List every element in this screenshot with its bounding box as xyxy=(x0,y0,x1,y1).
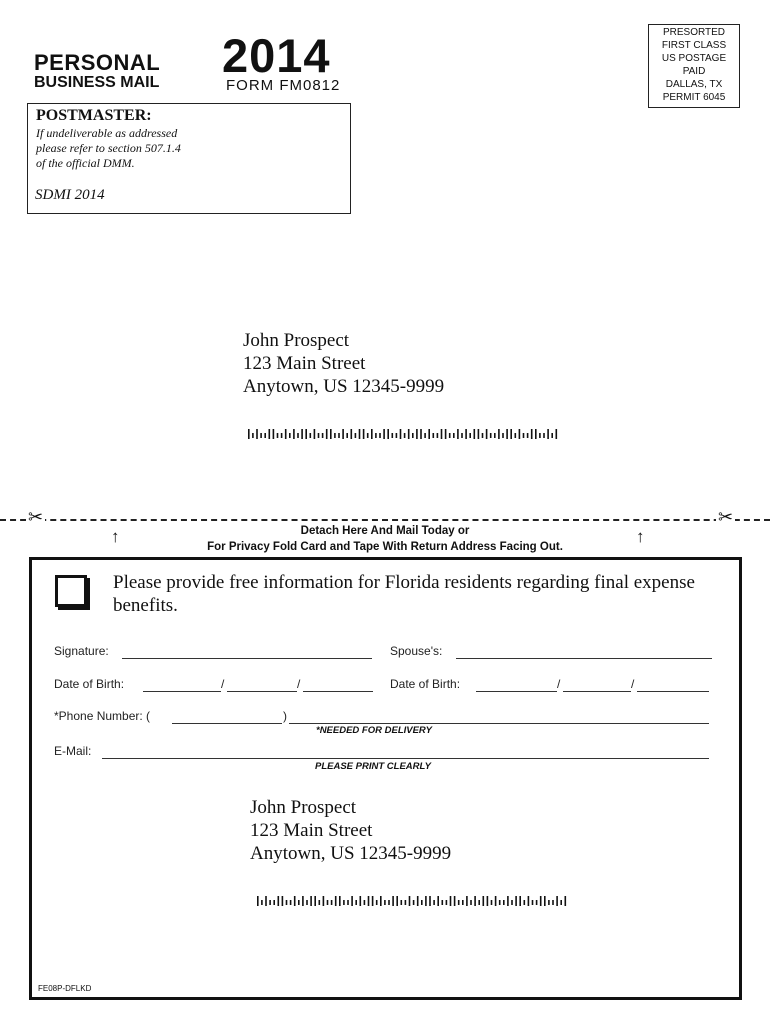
barcode-bar xyxy=(552,900,554,905)
barcode-bar xyxy=(343,900,345,905)
barcode-bar xyxy=(281,433,283,438)
barcode-bar xyxy=(551,433,553,438)
postage-line: FIRST CLASS xyxy=(661,40,727,51)
barcode-bar xyxy=(256,429,258,439)
recipient-street: 123 Main Street xyxy=(243,353,366,374)
dob-year-field[interactable] xyxy=(303,691,373,692)
reply-card xyxy=(29,557,742,1000)
spouse-dob-month-field[interactable] xyxy=(476,691,557,692)
barcode-bar xyxy=(539,433,541,438)
barcode-bar xyxy=(376,900,378,905)
barcode-bar xyxy=(260,433,262,438)
detach-cut-line xyxy=(0,519,770,521)
barcode-bar xyxy=(269,429,271,439)
barcode-bar xyxy=(446,900,448,905)
barcode-bar xyxy=(301,429,303,439)
card-footer-code: FE08P-DFLKD xyxy=(38,984,92,993)
barcode-bar xyxy=(346,433,348,438)
barcode-bar xyxy=(565,896,567,906)
barcode-bar xyxy=(425,896,427,906)
barcode-bar xyxy=(339,896,341,906)
barcode-bar xyxy=(322,433,324,438)
barcode-bar xyxy=(310,896,312,906)
postage-line: PRESORTED xyxy=(662,27,726,38)
spouse-label: Spouse's: xyxy=(390,644,443,658)
barcode-bar xyxy=(417,896,419,906)
barcode-bar xyxy=(355,900,357,905)
barcode-bar xyxy=(487,896,489,906)
spouse-dob-year-field[interactable] xyxy=(637,691,709,692)
barcode-bar xyxy=(457,429,459,439)
barcode-bar xyxy=(297,433,299,438)
barcode-bar xyxy=(277,433,279,438)
barcode-bar xyxy=(257,896,259,906)
barcode-bar xyxy=(318,433,320,438)
email-field[interactable] xyxy=(102,758,709,759)
barcode-bar xyxy=(367,433,369,438)
arrow-up-right-icon: ↑ xyxy=(636,527,645,546)
barcode-bar xyxy=(523,433,525,438)
barcode-bar xyxy=(405,900,407,905)
signature-label: Signature: xyxy=(54,644,109,658)
recipient-street: 123 Main Street xyxy=(250,820,373,841)
barcode-bar xyxy=(351,896,353,906)
barcode-bar xyxy=(412,433,414,438)
barcode-bar xyxy=(531,429,533,439)
barcode-bar xyxy=(290,900,292,905)
barcode-bar xyxy=(261,900,263,905)
barcode-bar xyxy=(384,900,386,905)
arrow-up-left-icon: ↑ xyxy=(111,527,120,546)
barcode-bar xyxy=(535,429,537,439)
barcode-bar xyxy=(532,900,534,905)
barcode-bar xyxy=(375,433,377,438)
barcode-bar xyxy=(470,900,472,905)
barcode-bar xyxy=(437,433,439,438)
dob-month-field[interactable] xyxy=(143,691,221,692)
phone-number-field[interactable] xyxy=(289,723,709,724)
barcode-bar xyxy=(474,896,476,906)
email-label: E-Mail: xyxy=(54,744,92,758)
barcode-bar xyxy=(408,429,410,439)
dob-separator: / xyxy=(631,677,635,691)
barcode-bar xyxy=(429,896,431,906)
barcode-bar xyxy=(273,429,275,439)
barcode-bar xyxy=(450,896,452,906)
barcode-bar xyxy=(483,896,485,906)
barcode-bar xyxy=(363,429,365,439)
barcode-bar xyxy=(252,433,254,438)
barcode-bar xyxy=(495,896,497,906)
barcode-bar xyxy=(507,896,509,906)
barcode-bar xyxy=(400,429,402,439)
barcode-bar xyxy=(424,433,426,438)
barcode-bar xyxy=(286,900,288,905)
barcode-bar xyxy=(368,896,370,906)
dob-separator: / xyxy=(557,677,561,691)
barcode-bar xyxy=(298,900,300,905)
barcode-bar xyxy=(342,429,344,439)
barcode-bar xyxy=(511,900,513,905)
barcode-bar xyxy=(442,900,444,905)
scissors-right-icon: ✂ xyxy=(718,507,734,527)
barcode-bar xyxy=(433,433,435,438)
signature-field[interactable] xyxy=(122,658,372,659)
postmaster-code: SDMI 2014 xyxy=(35,187,105,203)
postage-line: PERMIT 6045 xyxy=(662,92,726,103)
barcode-bar xyxy=(498,429,500,439)
barcode-bar xyxy=(347,900,349,905)
barcode-bar xyxy=(540,896,542,906)
recipient-address-top xyxy=(243,329,444,398)
barcode-bar xyxy=(556,896,558,906)
barcode-bar xyxy=(264,433,266,438)
barcode-bar xyxy=(273,900,275,905)
barcode-bar xyxy=(458,900,460,905)
email-note: PLEASE PRINT CLEARLY xyxy=(315,761,431,772)
postal-barcode xyxy=(248,429,568,439)
phone-note: *NEEDED FOR DELIVERY xyxy=(316,725,432,736)
spouse-dob-label: Date of Birth: xyxy=(390,677,461,691)
phone-label: *Phone Number: ( xyxy=(54,709,151,723)
barcode-bar xyxy=(265,896,267,906)
barcode-bar xyxy=(486,429,488,439)
barcode-bar xyxy=(433,900,435,905)
barcode-bar xyxy=(421,900,423,905)
barcode-bar xyxy=(310,433,312,438)
barcode-bar xyxy=(478,900,480,905)
barcode-bar xyxy=(387,429,389,439)
barcode-bar xyxy=(306,900,308,905)
barcode-bar xyxy=(392,433,394,438)
barcode-bar xyxy=(453,433,455,438)
barcode-bar xyxy=(305,429,307,439)
form-number: FORM FM0812 xyxy=(226,77,341,94)
spouse-field[interactable] xyxy=(456,658,712,659)
barcode-bar xyxy=(355,433,357,438)
barcode-bar xyxy=(330,429,332,439)
barcode-bar xyxy=(285,429,287,439)
barcode-bar xyxy=(364,900,366,905)
barcode-bar xyxy=(515,896,517,906)
postage-line: US POSTAGE xyxy=(661,53,727,64)
barcode-bar xyxy=(528,896,530,906)
barcode-bar xyxy=(327,900,329,905)
barcode-bar xyxy=(380,896,382,906)
barcode-bar xyxy=(326,429,328,439)
dob-label: Date of Birth: xyxy=(54,677,125,691)
barcode-bar xyxy=(269,900,271,905)
barcode-bar xyxy=(314,429,316,439)
detach-instruction-2: For Privacy Fold Card and Tape With Return Address Facing Out. xyxy=(207,541,563,553)
barcode-bar xyxy=(282,896,284,906)
barcode-bar xyxy=(544,896,546,906)
postmaster-heading: POSTMASTER: xyxy=(36,107,152,124)
barcode-bar xyxy=(372,896,374,906)
postal-barcode xyxy=(257,896,577,906)
recipient-city: Anytown, US 12345-9999 xyxy=(243,376,445,397)
barcode-bar xyxy=(548,900,550,905)
barcode-bar xyxy=(392,896,394,906)
barcode-bar xyxy=(401,900,403,905)
postmaster-box xyxy=(27,103,351,214)
barcode-bar xyxy=(519,896,521,906)
barcode-bar xyxy=(547,429,549,439)
spouse-dob-day-field[interactable] xyxy=(563,691,631,692)
barcode-bar xyxy=(360,896,362,906)
recipient-city: Anytown, US 12345-9999 xyxy=(250,843,452,864)
barcode-bar xyxy=(293,429,295,439)
barcode-bar xyxy=(388,900,390,905)
barcode-bar xyxy=(469,433,471,438)
barcode-bar xyxy=(437,896,439,906)
dob-separator: / xyxy=(221,677,225,691)
barcode-bar xyxy=(331,900,333,905)
barcode-bar xyxy=(359,429,361,439)
postage-line: PAID xyxy=(682,66,706,77)
phone-area-code-field[interactable] xyxy=(172,723,282,724)
barcode-bar xyxy=(379,433,381,438)
barcode-bar xyxy=(462,900,464,905)
barcode-bar xyxy=(491,900,493,905)
postmaster-line: of the official DMM. xyxy=(36,156,135,170)
barcode-bar xyxy=(502,433,504,438)
barcode-bar xyxy=(413,900,415,905)
barcode-bar xyxy=(466,896,468,906)
barcode-bar xyxy=(478,429,480,439)
barcode-bar xyxy=(323,896,325,906)
barcode-bar xyxy=(494,433,496,438)
barcode-bar xyxy=(536,900,538,905)
barcode-bar xyxy=(302,896,304,906)
barcode-bar xyxy=(396,433,398,438)
barcode-bar xyxy=(335,896,337,906)
barcode-bar xyxy=(449,433,451,438)
barcode-bar xyxy=(482,433,484,438)
title-personal: PERSONAL xyxy=(34,50,161,75)
barcode-bar xyxy=(248,429,250,439)
recipient-name: John Prospect xyxy=(243,330,350,351)
barcode-bar xyxy=(416,429,418,439)
barcode-bar xyxy=(409,896,411,906)
barcode-bar xyxy=(543,433,545,438)
barcode-bar xyxy=(314,896,316,906)
barcode-bar xyxy=(519,429,521,439)
barcode-bar xyxy=(278,896,280,906)
free-info-checkbox[interactable] xyxy=(55,575,87,607)
recipient-name: John Prospect xyxy=(250,797,357,818)
phone-paren-close: ) xyxy=(283,709,287,723)
barcode-bar xyxy=(428,429,430,439)
barcode-bar xyxy=(560,900,562,905)
barcode-bar xyxy=(510,429,512,439)
barcode-bar xyxy=(445,429,447,439)
barcode-bar xyxy=(503,900,505,905)
title-business-mail: BUSINESS MAIL xyxy=(34,74,160,91)
barcode-bar xyxy=(289,433,291,438)
barcode-bar xyxy=(396,896,398,906)
form-year: 2014 xyxy=(222,29,331,82)
postmaster-line: please refer to section 507.1.4 xyxy=(36,141,181,155)
barcode-bar xyxy=(524,900,526,905)
barcode-bar xyxy=(454,896,456,906)
barcode-bar xyxy=(490,433,492,438)
barcode-bar xyxy=(461,433,463,438)
barcode-bar xyxy=(420,429,422,439)
scissors-left-icon: ✂ xyxy=(28,507,44,527)
barcode-bar xyxy=(506,429,508,439)
postage-line: DALLAS, TX xyxy=(665,79,723,90)
barcode-bar xyxy=(351,429,353,439)
barcode-bar xyxy=(441,429,443,439)
postmaster-line: If undeliverable as addressed xyxy=(36,126,178,140)
barcode-bar xyxy=(383,429,385,439)
detach-instruction-1: Detach Here And Mail Today or xyxy=(300,525,470,537)
barcode-bar xyxy=(465,429,467,439)
barcode-bar xyxy=(319,900,321,905)
offer-text: Please provide free information for Florida residents regarding final expense benefits. xyxy=(113,572,695,616)
recipient-address-bottom xyxy=(250,796,451,865)
barcode-bar xyxy=(294,896,296,906)
barcode-bar xyxy=(474,429,476,439)
barcode-bar xyxy=(515,433,517,438)
barcode-bar xyxy=(527,433,529,438)
barcode-bar xyxy=(338,433,340,438)
barcode-bar xyxy=(334,433,336,438)
barcode-bar xyxy=(404,433,406,438)
barcode-bar xyxy=(556,429,558,439)
postage-indicia xyxy=(648,24,740,108)
dob-day-field[interactable] xyxy=(227,691,297,692)
dob-separator: / xyxy=(297,677,301,691)
barcode-bar xyxy=(371,429,373,439)
barcode-bar xyxy=(499,900,501,905)
